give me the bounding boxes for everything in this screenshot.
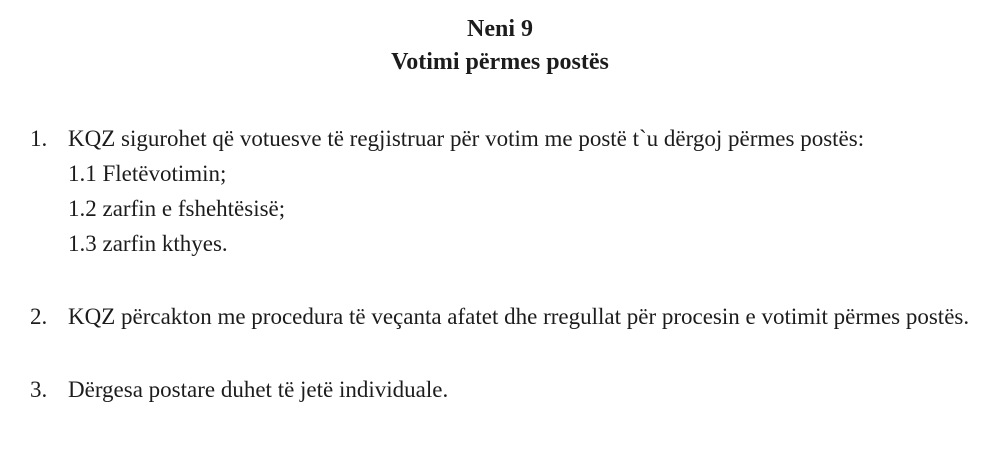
subitem-1-3: 1.3 zarfin kthyes. [68,231,228,256]
article-body [0,121,1000,407]
item-1-text: KQZ sigurohet që votuesve të regjistruar për votim me postë t`u dërgoj përmes postës: [68,126,865,151]
item-3-text: Dërgesa postare duhet të jetë individuale. [68,377,449,402]
item-2-number: 2. [30,304,48,329]
item-2-body [68,299,985,334]
list-item-3 [30,372,985,407]
item-3-number: 3. [30,377,48,402]
list-item-1 [30,121,985,261]
subitem-1-1: 1.1 Fletëvotimin; [68,161,227,186]
title-article-number: Neni 9 [467,16,533,42]
list-item-2 [30,299,985,334]
item-2-text: KQZ përcakton me procedura të veçanta afatet dhe rregullat për procesin e votimit përmes postës. [68,304,970,329]
document-title [0,0,1000,79]
title-article-name: Votimi përmes postës [391,49,609,75]
subitem-1-2: 1.2 zarfin e fshehtësisë; [68,196,286,221]
item-1-subitems [68,156,985,261]
item-3-body [68,372,985,407]
item-1-number: 1. [30,126,48,151]
item-1-body [68,121,985,261]
